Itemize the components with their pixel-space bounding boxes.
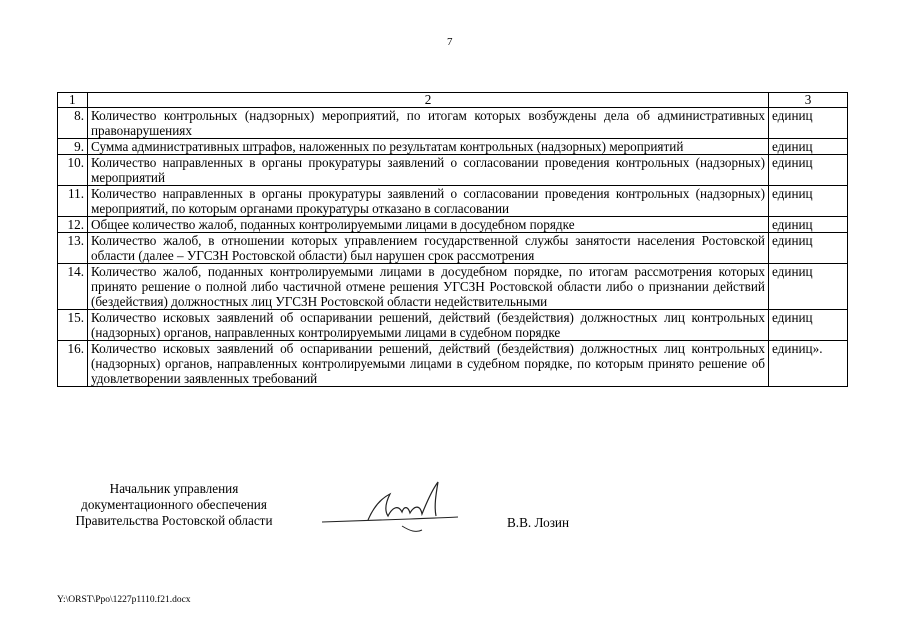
handwritten-signature bbox=[318, 476, 478, 538]
signatory-title-line: документационного обеспечения bbox=[81, 497, 267, 512]
row-description: Общее количество жалоб, поданных контролируемыми лицами в досудебном порядке bbox=[88, 217, 769, 233]
row-unit: единиц bbox=[769, 217, 848, 233]
signatory-title-line: Начальник управления bbox=[109, 481, 239, 496]
row-description: Количество жалоб, поданных контролируемыми лицами в досудебном порядке, по итогам рассмотрения которых принято решение о полной либо частичной отмене решения УГСЗН Ростовской области либо о признании действий (бездействия) должностных лиц УГСЗН Ростовской области недействительными bbox=[88, 264, 769, 310]
row-description: Количество исковых заявлений об оспаривании решений, действий (бездействия) должностных лиц контрольных (надзорных) органов, направленных контролируемыми лицами в судебном порядке, по которым принято решение об удовлетворении заявленных требований bbox=[88, 341, 769, 387]
table-row bbox=[58, 217, 848, 233]
row-unit: единиц». bbox=[769, 341, 848, 387]
page-number: 7 bbox=[447, 36, 453, 48]
row-description: Количество направленных в органы прокуратуры заявлений о согласовании проведения контрольных (надзорных) мероприятий, по которым органами прокуратуры отказано в согласовании bbox=[88, 186, 769, 217]
row-description: Количество исковых заявлений об оспаривании решений, действий (бездействия) должностных лиц контрольных (надзорных) органов, направленных контролируемыми лицами в судебном порядке bbox=[88, 310, 769, 341]
row-unit: единиц bbox=[769, 108, 848, 139]
table-row bbox=[58, 108, 848, 139]
row-number: 9. bbox=[58, 139, 88, 155]
row-number: 12. bbox=[58, 217, 88, 233]
row-number: 13. bbox=[58, 233, 88, 264]
header-col-1: 1 bbox=[58, 93, 88, 108]
row-number: 11. bbox=[58, 186, 88, 217]
row-number: 14. bbox=[58, 264, 88, 310]
file-path: Y:\ORST\Ppo\1227p1110.f21.docx bbox=[57, 595, 191, 605]
header-col-3: 3 bbox=[769, 93, 848, 108]
row-number: 8. bbox=[58, 108, 88, 139]
signer-name: В.В. Лозин bbox=[507, 515, 570, 530]
table-row bbox=[58, 264, 848, 310]
row-description: Количество жалоб, в отношении которых управлением государственной службы занятости населения Ростовской области (далее – УГСЗН Ростовской области) был нарушен срок рассмотрения bbox=[88, 233, 769, 264]
signatory-title-line: Правительства Ростовской области bbox=[75, 513, 273, 528]
table-row bbox=[58, 139, 848, 155]
table-row bbox=[58, 233, 848, 264]
row-number: 10. bbox=[58, 155, 88, 186]
header-col-2: 2 bbox=[88, 93, 769, 108]
row-unit: единиц bbox=[769, 139, 848, 155]
table-row bbox=[58, 186, 848, 217]
row-description: Сумма административных штрафов, наложенных по результатам контрольных (надзорных) мероприятий bbox=[88, 139, 769, 155]
indicators-table bbox=[57, 92, 848, 387]
table-row bbox=[58, 341, 848, 387]
row-unit: единиц bbox=[769, 155, 848, 186]
row-unit: единиц bbox=[769, 233, 848, 264]
table-row bbox=[58, 310, 848, 341]
row-description: Количество направленных в органы прокуратуры заявлений о согласовании проведения контрольных (надзорных) мероприятий bbox=[88, 155, 769, 186]
row-description: Количество контрольных (надзорных) мероприятий, по итогам которых возбуждены дела об административных правонарушениях bbox=[88, 108, 769, 139]
row-unit: единиц bbox=[769, 264, 848, 310]
row-number: 16. bbox=[58, 341, 88, 387]
row-number: 15. bbox=[58, 310, 88, 341]
row-unit: единиц bbox=[769, 310, 848, 341]
signatory-title-block bbox=[60, 481, 288, 529]
row-unit: единиц bbox=[769, 186, 848, 217]
table-header-row bbox=[58, 93, 848, 108]
table-row bbox=[58, 155, 848, 186]
